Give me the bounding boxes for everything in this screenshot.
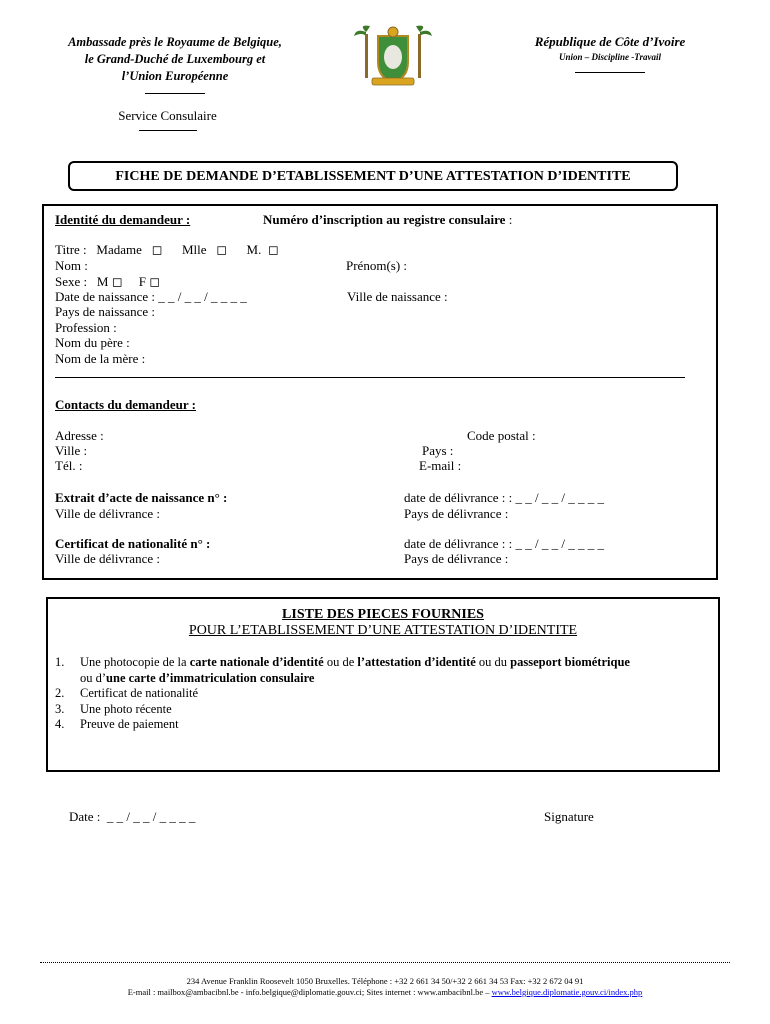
- birth-extract-field[interactable]: Extrait d’acte de naissance n° :: [55, 490, 228, 505]
- embassy-line-3: l’Union Européenne: [121, 69, 229, 83]
- list-item: [55, 686, 710, 702]
- signature-field[interactable]: Signature: [544, 809, 594, 824]
- item-text: Une photo récente: [80, 701, 172, 716]
- country-field[interactable]: Pays :: [422, 443, 454, 458]
- item-bold: une carte d’immatriculation consulaire: [106, 670, 315, 685]
- prenom-field[interactable]: Prénom(s) :: [346, 258, 408, 273]
- divider: [145, 93, 205, 94]
- footer-contacts-text: E-mail : mailbox@ambacibnl.be - info.belgique@diplomatie.gouv.ci; Sites internet : www.ambacibnl.be –: [127, 987, 492, 997]
- nom-field[interactable]: Nom :: [55, 258, 88, 273]
- list-item: [55, 717, 710, 733]
- item-number: 1.: [55, 655, 65, 669]
- documents-title: LISTE DES PIECES FOURNIES: [282, 607, 484, 622]
- item-number: 3.: [55, 701, 65, 716]
- item-text: ou du: [475, 655, 511, 669]
- email-field[interactable]: E-mail :: [419, 458, 462, 473]
- item-text: Une photocopie de la: [80, 655, 190, 669]
- registration-label: [263, 212, 512, 227]
- birth-extract-date-field[interactable]: date de délivrance : : _ _ / _ _ / _ _ _ _: [404, 490, 605, 505]
- item-text: ou d’: [80, 670, 107, 685]
- republic-header: [520, 34, 700, 73]
- embassy-line-1: Ambassade près le Royaume de Belgique,: [68, 35, 282, 49]
- list-item: [55, 655, 710, 686]
- city-field[interactable]: Ville :: [55, 443, 88, 458]
- republic-name: République de Côte d’Ivoire: [534, 34, 686, 49]
- item-bold: passeport biométrique: [510, 655, 630, 669]
- certificate-city-field[interactable]: Ville de délivrance :: [55, 551, 160, 566]
- father-name-field[interactable]: Nom du père :: [55, 335, 130, 350]
- item-bold: carte nationale d’identité: [189, 655, 324, 669]
- item-text: Preuve de paiement: [80, 717, 179, 731]
- footer-divider: [40, 962, 730, 963]
- address-field[interactable]: Adresse :: [55, 428, 104, 443]
- birth-city-field[interactable]: Ville de naissance :: [347, 289, 448, 304]
- certificate-date-field[interactable]: date de délivrance : : _ _ / _ _ / _ _ _ _: [404, 536, 605, 551]
- divider: [575, 72, 645, 73]
- registration-colon: :: [505, 212, 513, 227]
- form-title: FICHE DE DEMANDE D’ETABLISSEMENT D’UNE ATTESTATION D’IDENTITE: [68, 161, 678, 191]
- website-link[interactable]: www.belgique.diplomatie.gouv.ci/index.php: [491, 987, 643, 997]
- birth-extract-country-field[interactable]: Pays de délivrance :: [404, 506, 509, 521]
- item-bold: l’attestation d’identité: [357, 655, 476, 669]
- item-number: 4.: [55, 717, 65, 731]
- sexe-checkboxes[interactable]: Sexe : M ◻ F ◻: [55, 274, 161, 289]
- profession-field[interactable]: Profession :: [55, 320, 117, 335]
- item-text: Certificat de nationalité: [80, 686, 199, 700]
- certificate-country-field[interactable]: Pays de délivrance :: [404, 551, 509, 566]
- date-field[interactable]: Date : _ _ / _ _ / _ _ _ _: [69, 809, 196, 824]
- coat-of-arms-emblem: [352, 24, 434, 90]
- birth-date-field[interactable]: Date de naissance : _ _ / _ _ / _ _ _ _: [55, 289, 247, 304]
- embassy-header: [40, 34, 310, 94]
- birth-extract-city-field[interactable]: Ville de délivrance :: [55, 506, 160, 521]
- title-checkboxes[interactable]: Titre : Madame ◻ Mlle ◻ M. ◻: [55, 242, 279, 257]
- item-number: 2.: [55, 686, 65, 700]
- item-text: ou de: [323, 655, 358, 669]
- service-block: [95, 108, 240, 131]
- birth-country-field[interactable]: Pays de naissance :: [55, 304, 156, 319]
- nationality-certificate-field[interactable]: Certificat de nationalité n° :: [55, 536, 211, 551]
- embassy-line-2: le Grand-Duché de Luxembourg et: [84, 52, 266, 66]
- registration-text: Numéro d’inscription au registre consulaire: [263, 212, 506, 227]
- section-separator: [55, 377, 685, 378]
- mother-name-field[interactable]: Nom de la mère :: [55, 351, 146, 366]
- republic-motto: Union – Discipline -Travail: [559, 52, 661, 62]
- postal-code-field[interactable]: Code postal :: [467, 428, 536, 443]
- footer-contacts: [40, 987, 730, 997]
- service-label: Service Consulaire: [118, 108, 217, 123]
- documents-list: [55, 655, 710, 733]
- list-item: [55, 702, 710, 718]
- identity-heading: Identité du demandeur :: [55, 212, 191, 227]
- contacts-heading: Contacts du demandeur :: [55, 397, 196, 412]
- phone-field[interactable]: Tél. :: [55, 458, 83, 473]
- documents-subtitle: POUR L’ETABLISSEMENT D’UNE ATTESTATION D’IDENTITE: [188, 623, 578, 638]
- footer-address: 234 Avenue Franklin Roosevelt 1050 Bruxelles. Téléphone : +32 2 661 34 50/+32 2 661 34 53 Fax: +32 2 672 04 91: [186, 976, 584, 986]
- divider: [139, 130, 197, 131]
